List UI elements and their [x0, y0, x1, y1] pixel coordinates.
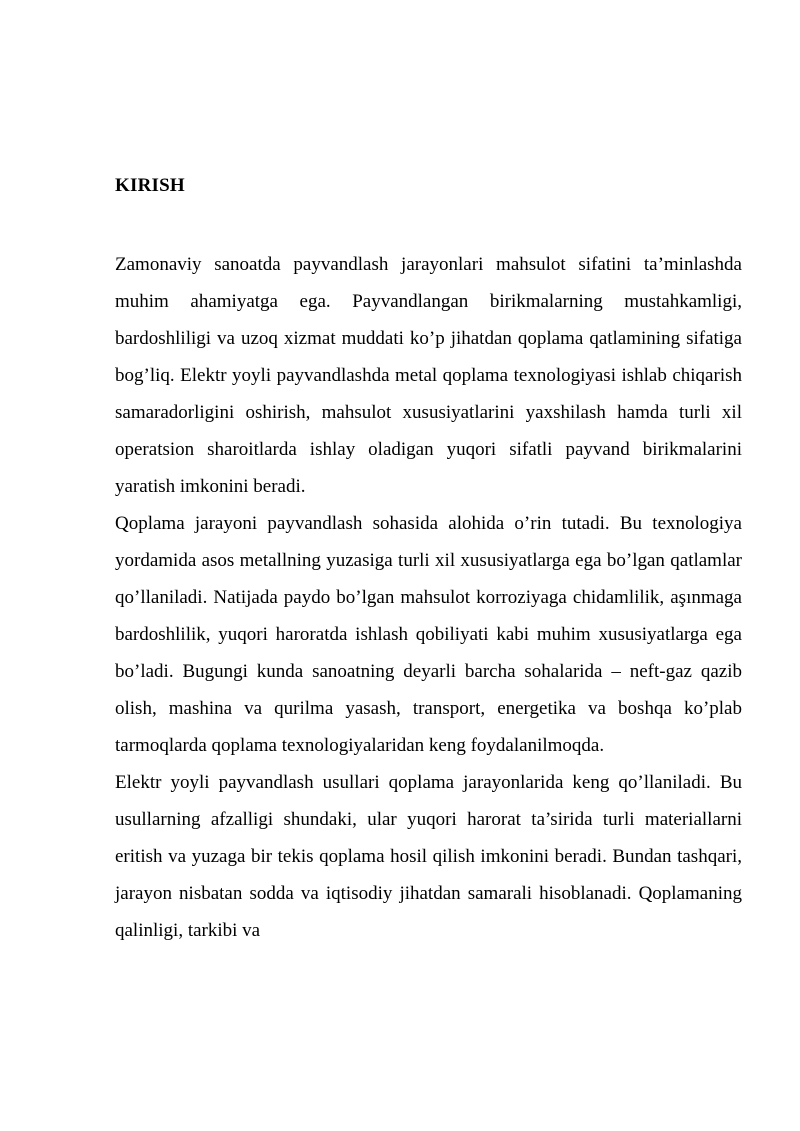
paragraph: Qoplama jarayoni payvandlash sohasida alohida o’rin tutadi. Bu texnologiya yordamida asos metallning yuzasiga turli xil xususiyatlarga ega bo’lgan qatlamlar qo’llaniladi. Natijada paydo bo’lgan mahsulot korroziyaga chidamlilik, aşınmaga bardoshlilik, yuqori haroratda ishlash qobiliyati kabi muhim xususiyatlarga ega bo’ladi. Bugungi kunda sanoatning deyarli barcha sohalarida – neft-gaz qazib olish, mashina va qurilma yasash, transport, energetika va boshqa ko’plab tarmoqlarda qoplama texnologiyalaridan keng foydalanilmoqda. [115, 513, 742, 756]
paragraph: Zamonaviy sanoatda payvandlash jarayonlari mahsulot sifatini ta’minlashda muhim ahamiyatga ega. Payvandlangan birikmalarning mustahkamligi, bardoshliligi va uzoq xizmat muddati ko’p jihatdan qoplama qatlamining sifatiga bog’liq. Elektr yoyli payvandlashda metal qoplama texnologiyasi ishlab chiqarish samaradorligini oshirish, mahsulot xususiyatlarini yaxshilash hamda turli xil operatsion sharoitlarda ishlay oladigan yuqori sifatli payvand birikmalarini yaratish imkonini beradi. [115, 254, 742, 497]
section-heading: KIRISH [115, 175, 185, 196]
body-text [115, 246, 742, 949]
paragraph: Elektr yoyli payvandlash usullari qoplama jarayonlarida keng qo’llaniladi. Bu usullarning afzalligi shundaki, ular yuqori harorat ta’sirida turli materiallarni eritish va yuzaga bir tekis qoplama hosil qilish imkonini beradi. Bundan tashqari, jarayon nisbatan sodda va iqtisodiy jihatdan samarali hisoblanadi. Qoplamaning qalinligi, tarkibi va [115, 772, 742, 941]
